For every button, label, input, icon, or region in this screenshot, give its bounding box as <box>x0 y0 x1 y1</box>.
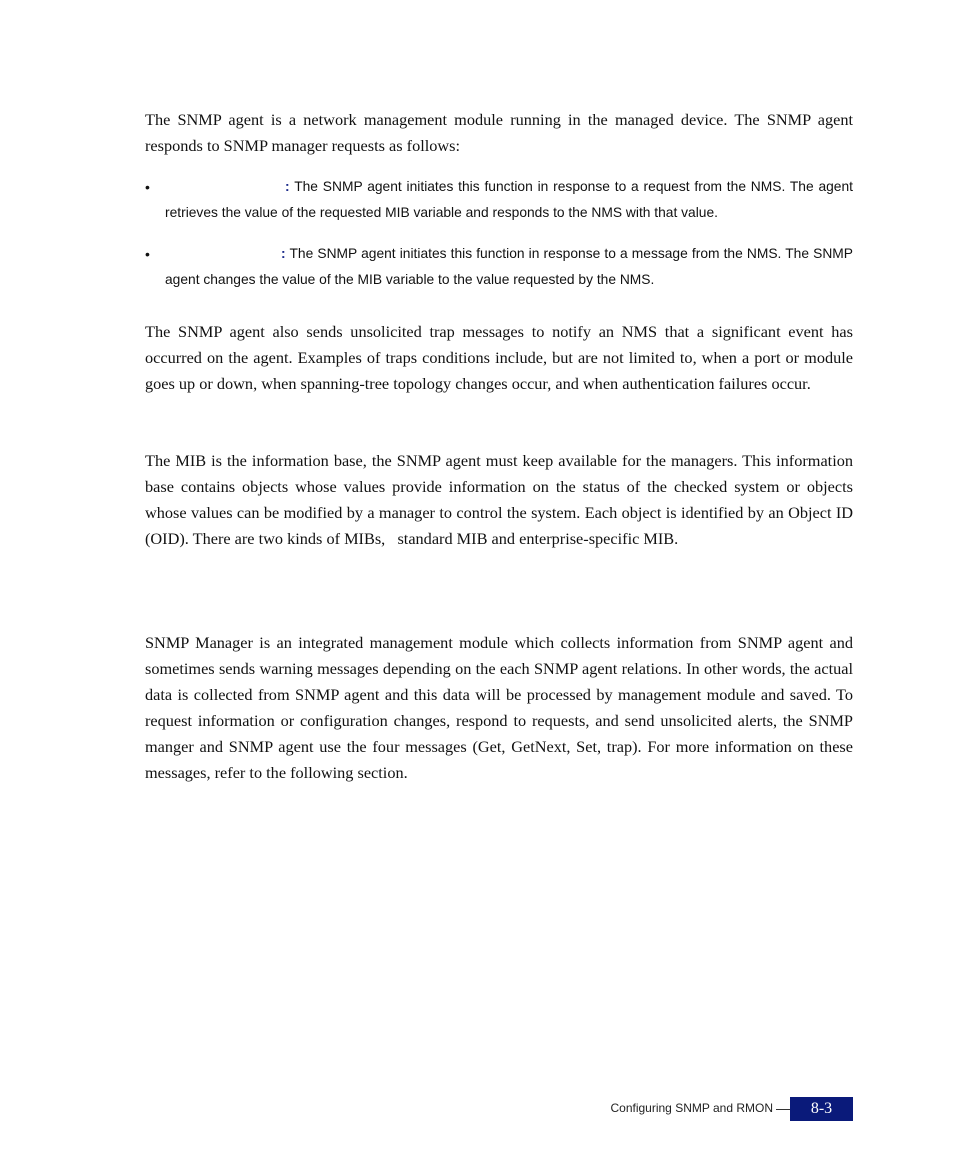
manager-paragraph: SNMP Manager is an integrated management module which collects information from SNMP agent and sometimes sends warning messages depending on the each SNMP agent relations. In other words, the actual data is collected from SNMP agent and this data will be processed by management module and saved. To request information or configuration changes, respond to requests, and send unsolicited alerts, the SNMP manger and SNMP agent use the four messages (Get, GetNext, Set, trap). For more information on these messages, refer to the following section. <box>145 633 853 782</box>
intro-paragraph: The SNMP agent is a network management module running in the managed device. The SNMP agent responds to SNMP manager requests as follows: <box>145 110 853 155</box>
traps-paragraph: The SNMP agent also sends unsolicited trap messages to notify an NMS that a significant event has occurred on the agent. Examples of traps conditions include, but are not limited to, when a port or module goes up or down, when spanning-tree topology changes occur, and when authentication failures occur. <box>145 322 853 393</box>
footer-chapter-title: Configuring SNMP and RMON <box>610 1101 773 1115</box>
page-footer <box>560 1097 853 1121</box>
bullet-marker: • <box>145 179 150 195</box>
footer-rule <box>776 1109 790 1110</box>
bullet-colon: : <box>285 179 290 194</box>
bullet-text <box>165 241 853 293</box>
bullet-description: The SNMP agent initiates this function in response to a request from the NMS. The agent retrieves the value of the requested MIB variable and responds to the NMS with that value. <box>165 179 853 220</box>
bullet-item-set <box>145 241 853 293</box>
bullet-marker: • <box>145 246 150 262</box>
bullet-colon: : <box>281 246 286 261</box>
bullet-text <box>165 174 853 226</box>
bullet-description: The SNMP agent initiates this function in response to a message from the NMS. The SNMP agent changes the value of the MIB variable to the value requested by the NMS. <box>165 246 853 287</box>
mib-paragraph: The MIB is the information base, the SNMP agent must keep available for the managers. This information base contains objects whose values provide information on the status of the checked system or objects whose values can be modified by a manager to control the system. Each object is identified by an Object ID (OID). There are two kinds of MIBs, standard MIB and enterprise-specific MIB. <box>145 451 858 548</box>
bullet-item-get <box>145 174 853 226</box>
footer-page-number: 8-3 <box>790 1097 853 1121</box>
